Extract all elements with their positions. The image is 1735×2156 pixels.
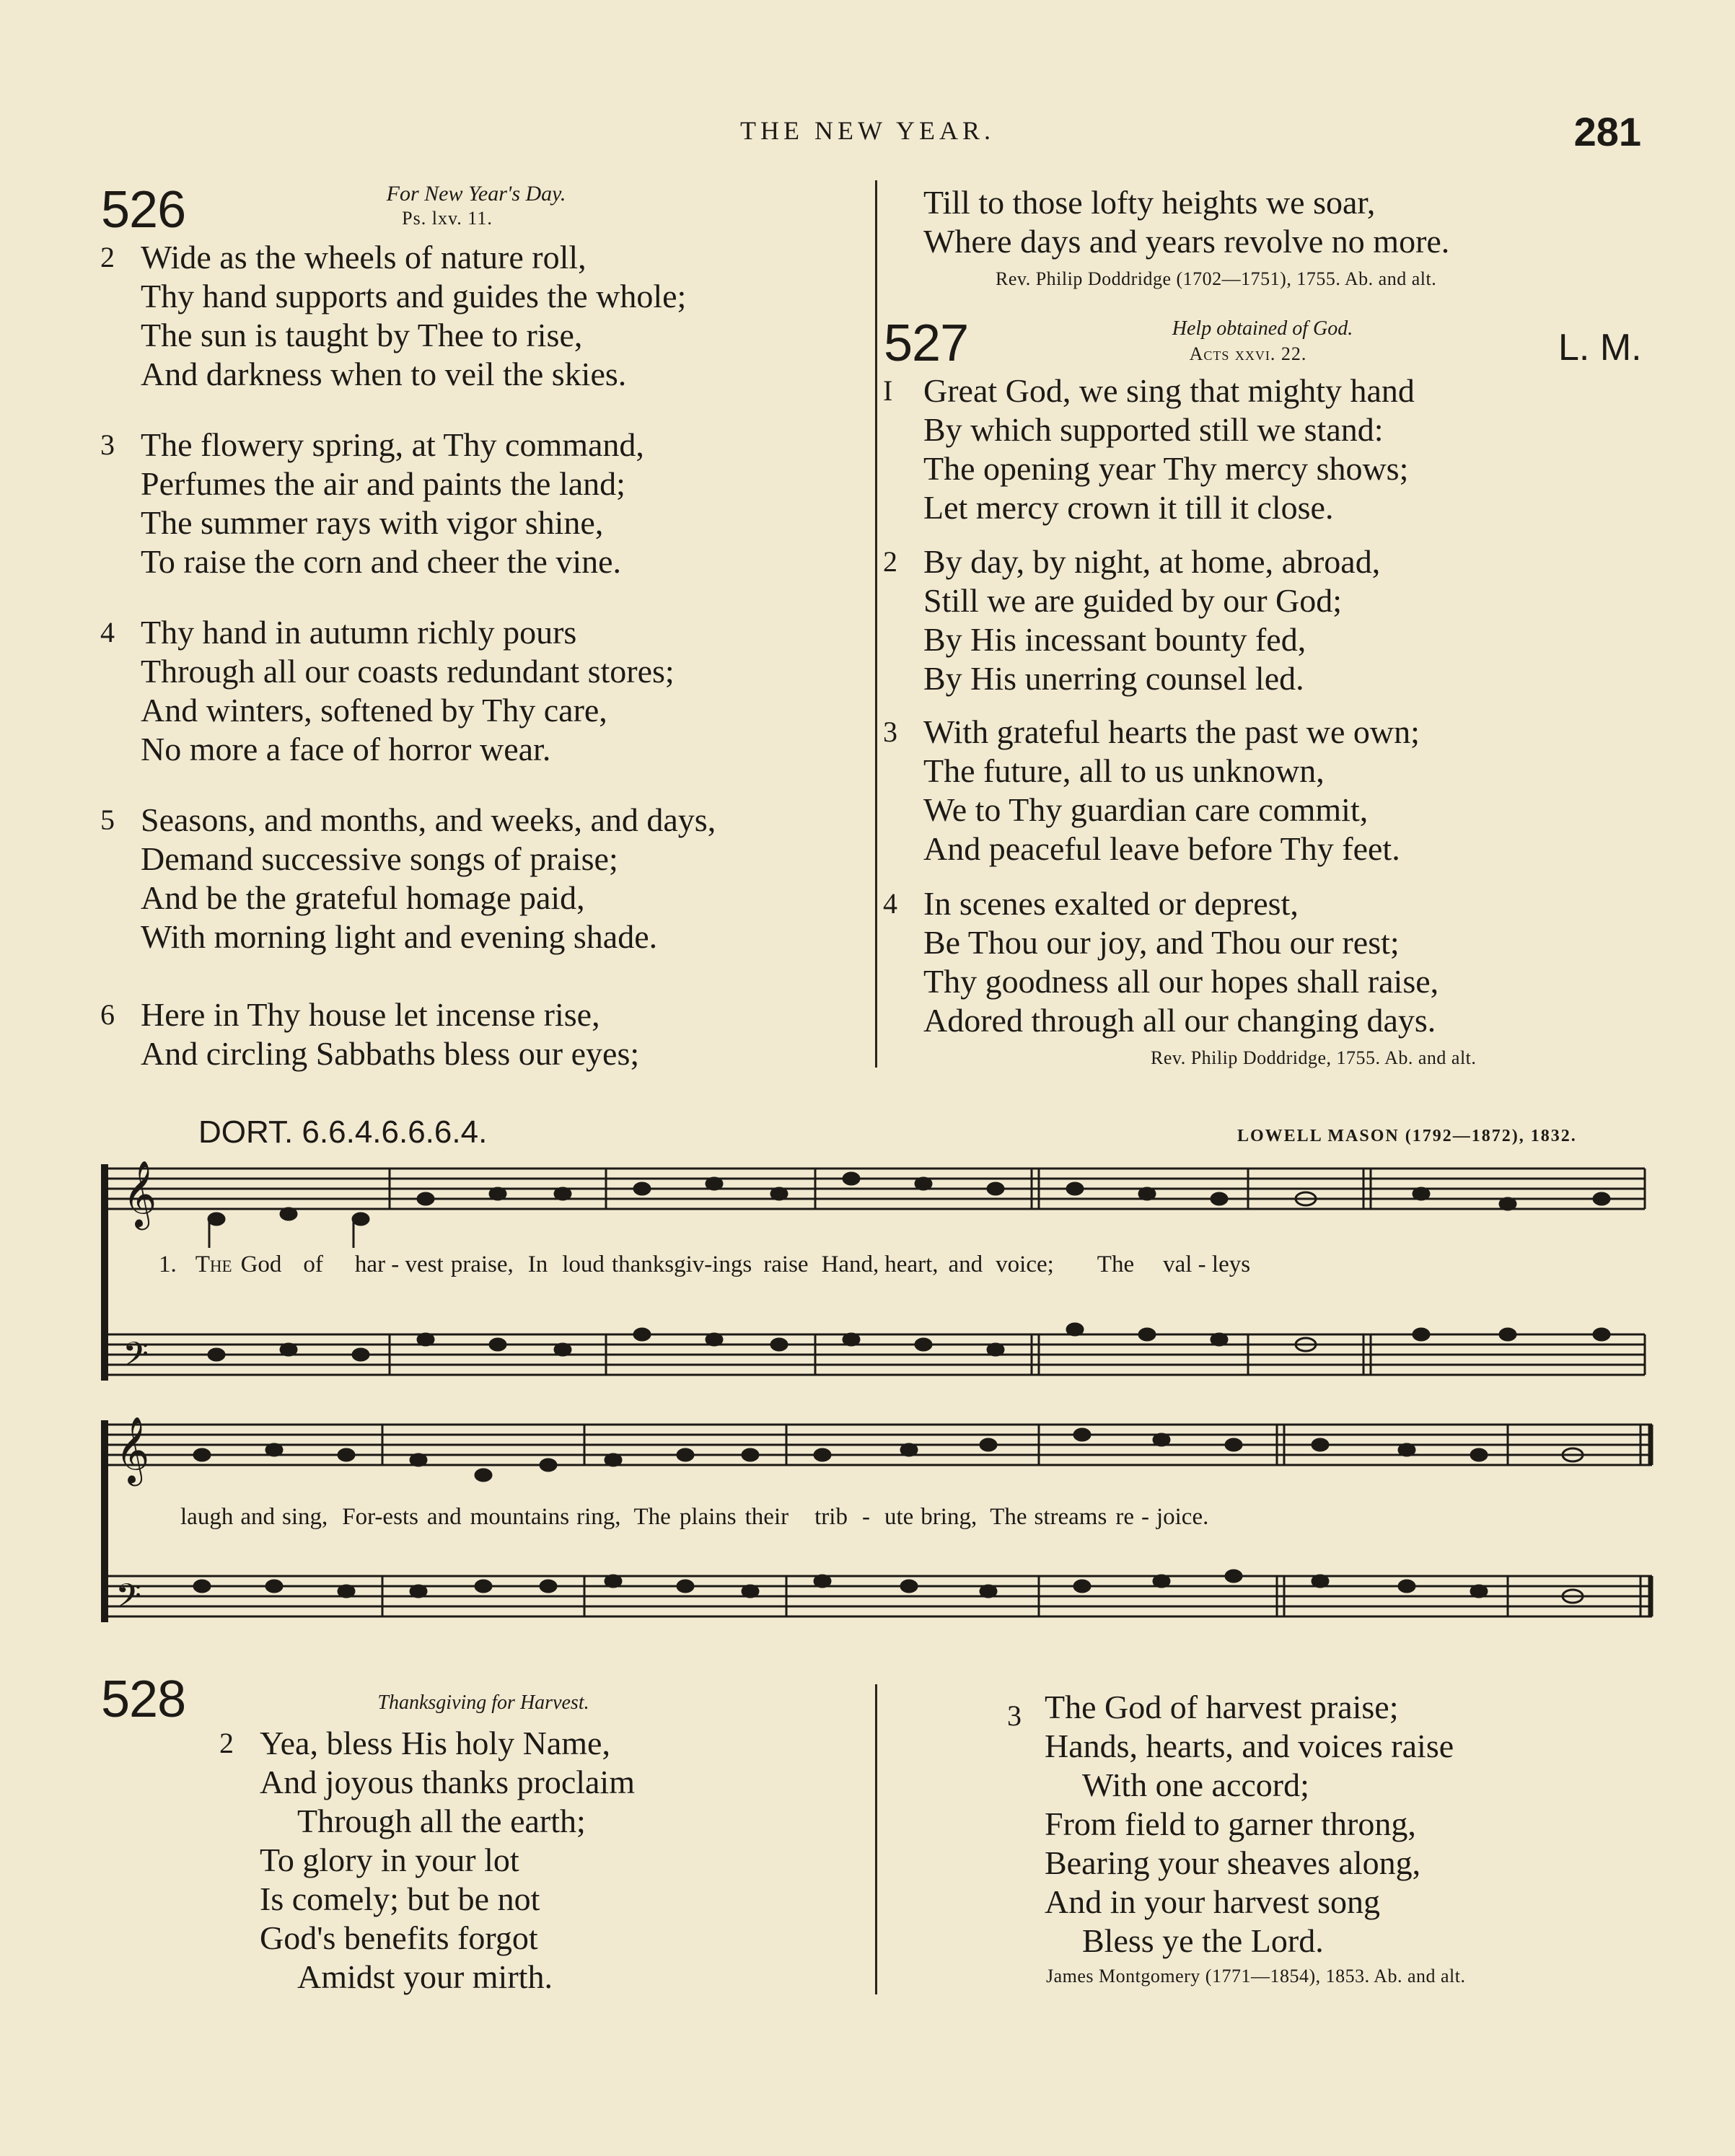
notes-treble-1 bbox=[208, 1173, 1609, 1248]
verse-line: In scenes exalted or deprest, bbox=[923, 885, 1299, 922]
hymn-526-verse-4 bbox=[100, 613, 675, 769]
column-divider-bottom bbox=[875, 1684, 877, 1994]
bass-clef-icon: 𝄢 bbox=[123, 1337, 149, 1381]
verse-number: 3 bbox=[883, 716, 897, 748]
verse-line: And winters, softened by Thy care, bbox=[141, 692, 607, 729]
verse-number: 4 bbox=[883, 887, 897, 920]
system-brace bbox=[101, 1420, 108, 1622]
system-brace bbox=[101, 1164, 108, 1381]
lyric-word: har - vest bbox=[354, 1251, 444, 1277]
lyric-word: plains bbox=[679, 1504, 737, 1530]
verse-line: Through all the earth; bbox=[297, 1803, 586, 1839]
verse-line: Demand successive songs of praise; bbox=[141, 840, 618, 877]
lyric-word: - bbox=[1141, 1504, 1149, 1530]
hymn-528-attribution: James Montgomery (1771—1854), 1853. Ab. and alt. bbox=[1046, 1966, 1466, 1986]
verse-number: 2 bbox=[100, 241, 115, 273]
verse-line: God's benefits forgot bbox=[260, 1919, 538, 1956]
hymn-527-number: 527 bbox=[884, 314, 969, 372]
hymn-526-scripture: Ps. lxv. 11. bbox=[402, 208, 493, 229]
verse-line: Wide as the wheels of nature roll, bbox=[141, 239, 587, 276]
hymn-528-occasion: Thanksgiving for Harvest. bbox=[377, 1691, 589, 1714]
hymn-527-occasion: Help obtained of God. bbox=[1172, 317, 1353, 340]
verse-line: And joyous thanks proclaim bbox=[260, 1764, 635, 1800]
verse-line: Yea, bless His holy Name, bbox=[260, 1725, 610, 1761]
tune-composer: LOWELL MASON (1792—1872), 1832. bbox=[1237, 1127, 1577, 1145]
verse-line: Be Thou our joy, and Thou our rest; bbox=[923, 924, 1400, 961]
verse-line: With grateful hearts the past we own; bbox=[923, 713, 1420, 750]
lyric-word: praise, bbox=[450, 1251, 514, 1277]
lyric-word: The bbox=[195, 1251, 232, 1277]
lyric-word: heart, bbox=[884, 1251, 939, 1277]
hymn-527-verse-2 bbox=[883, 542, 1381, 698]
lyric-word: and bbox=[948, 1251, 983, 1277]
verse-line: Amidst your mirth. bbox=[297, 1958, 553, 1995]
lyric-word: The bbox=[1097, 1251, 1135, 1277]
verse-line: Perfumes the air and paints the land; bbox=[141, 465, 625, 502]
lyric-word: and bbox=[240, 1504, 275, 1530]
verse-line: And in your harvest song bbox=[1045, 1883, 1381, 1920]
verse-line: From field to garner throng, bbox=[1045, 1805, 1416, 1842]
hymn-527-verse-3 bbox=[883, 713, 1420, 868]
lyric-line-1 bbox=[159, 1251, 1250, 1278]
verse-line: By day, by night, at home, abroad, bbox=[923, 543, 1381, 580]
hymn-526-attribution: Rev. Philip Doddridge (1702—1751), 1755. Ab. and alt. bbox=[996, 268, 1437, 289]
verse-line: Great God, we sing that mighty hand bbox=[923, 372, 1415, 409]
bass-clef-icon: 𝄢 bbox=[115, 1578, 142, 1623]
treble-staff-2 bbox=[101, 1425, 1652, 1465]
lyric-word: ute bbox=[884, 1504, 914, 1530]
verse-line: Thy hand supports and guides the whole; bbox=[141, 278, 687, 314]
verse-line: Bless ye the Lord. bbox=[1082, 1922, 1324, 1959]
lyric-word: God bbox=[240, 1251, 282, 1277]
music-system-1 bbox=[94, 1147, 1735, 1421]
verse-number: 2 bbox=[219, 1727, 234, 1759]
verse-line: Where days and years revolve no more. bbox=[923, 223, 1450, 260]
lyric-word: and bbox=[426, 1504, 462, 1530]
verse-line: Through all our coasts redundant stores; bbox=[141, 653, 675, 690]
verse-line: And peaceful leave before Thy feet. bbox=[923, 830, 1400, 867]
verse-number: I bbox=[883, 374, 893, 407]
verse-line: Till to those lofty heights we soar, bbox=[923, 184, 1376, 221]
verse-line: Here in Thy house let incense rise, bbox=[141, 996, 600, 1033]
verse-line: The sun is taught by Thee to rise, bbox=[141, 317, 583, 353]
hymn-527-scripture: Acts xxvi. 22. bbox=[1189, 343, 1307, 364]
lyric-word: streams bbox=[1034, 1504, 1107, 1530]
hymn-528-verse-2 bbox=[219, 1724, 635, 1997]
verse-line: Bearing your sheaves along, bbox=[1045, 1844, 1421, 1881]
lyric-word: re bbox=[1115, 1504, 1134, 1530]
verse-line: Let mercy crown it till it close. bbox=[923, 489, 1334, 526]
verse-line: Thy goodness all our hopes shall raise, bbox=[923, 963, 1439, 1000]
verse-line: By His unerring counsel led. bbox=[923, 660, 1304, 697]
bass-staff-2 bbox=[101, 1576, 1652, 1616]
lyric-word: their bbox=[744, 1504, 789, 1530]
verse-number: 3 bbox=[1007, 1699, 1022, 1732]
lyric-word: trib bbox=[814, 1504, 848, 1530]
verse-line: The future, all to us unknown, bbox=[923, 752, 1325, 789]
verse-line: And darkness when to veil the skies. bbox=[141, 356, 627, 392]
tune-title: DORT. 6.6.4.6.6.6.4. bbox=[198, 1114, 488, 1150]
hymn-526-number: 526 bbox=[101, 181, 186, 239]
lyric-word: - bbox=[861, 1504, 870, 1530]
verse-line: And be the grateful homage paid, bbox=[141, 879, 585, 916]
hymn-527-meter: L. M. bbox=[1558, 327, 1642, 369]
verse-line: The flowery spring, at Thy command, bbox=[141, 426, 644, 463]
lyric-word: joice. bbox=[1156, 1504, 1209, 1530]
verse-number: 4 bbox=[100, 616, 115, 648]
hymn-526-verse-6 bbox=[100, 995, 640, 1073]
lyric-word: sing, bbox=[281, 1504, 328, 1530]
verse-line: By which supported still we stand: bbox=[923, 411, 1384, 448]
verse-line: Thy hand in autumn richly pours bbox=[141, 614, 577, 651]
verse-line: By His incessant bounty fed, bbox=[923, 621, 1306, 658]
verse-line: With one accord; bbox=[1082, 1766, 1309, 1803]
hymn-526-verse-2 bbox=[100, 238, 687, 394]
hymn-526-verse-5 bbox=[100, 801, 716, 956]
hymn-526-verse-6-continued bbox=[923, 183, 1449, 261]
lyric-word: thanksgiv-ings bbox=[611, 1251, 752, 1277]
verse-line: To glory in your lot bbox=[260, 1842, 519, 1878]
verse-line: The summer rays with vigor shine, bbox=[141, 504, 604, 541]
treble-staff-1 bbox=[101, 1169, 1645, 1209]
hymn-528-number: 528 bbox=[101, 1671, 186, 1728]
hymn-526-verse-3 bbox=[100, 426, 644, 581]
hymn-527-verse-1 bbox=[883, 371, 1415, 527]
verse-line: No more a face of horror wear. bbox=[141, 731, 551, 767]
bass-staff-1 bbox=[101, 1334, 1645, 1375]
verse-line: And circling Sabbaths bless our eyes; bbox=[141, 1035, 640, 1072]
hymn-527-verse-4 bbox=[883, 884, 1439, 1040]
lyric-line-2 bbox=[180, 1504, 1208, 1531]
lyric-word: voice; bbox=[996, 1251, 1054, 1277]
verse-number: 3 bbox=[100, 428, 115, 461]
lyric-word: of bbox=[303, 1251, 323, 1277]
lyric-word: bring, bbox=[921, 1504, 978, 1530]
verse-line: We to Thy guardian care commit, bbox=[923, 791, 1369, 828]
lyric-word: mountains bbox=[470, 1504, 570, 1530]
lyric-word: The bbox=[633, 1504, 671, 1530]
lyric-word: val - leys bbox=[1163, 1251, 1251, 1277]
verse-line: To raise the corn and cheer the vine. bbox=[141, 543, 622, 580]
verse-line: Is comely; but be not bbox=[260, 1880, 540, 1917]
lyric-word: For-ests bbox=[342, 1504, 418, 1530]
verse-number: 6 bbox=[100, 998, 115, 1031]
verse-line: Seasons, and months, and weeks, and days, bbox=[141, 801, 716, 838]
verse-line: Still we are guided by our God; bbox=[923, 582, 1343, 619]
verse-line: The God of harvest praise; bbox=[1045, 1689, 1399, 1725]
lyric-word: raise bbox=[763, 1251, 809, 1277]
lyric-word: ring, bbox=[576, 1504, 621, 1530]
lyric-word: 1. bbox=[159, 1251, 177, 1277]
lyric-word: loud bbox=[562, 1251, 605, 1277]
lyric-word: In bbox=[527, 1251, 548, 1277]
verse-line: With morning light and evening shade. bbox=[141, 918, 658, 955]
page-number: 281 bbox=[1573, 109, 1641, 154]
verse-line: Hands, hearts, and voices raise bbox=[1045, 1728, 1454, 1764]
column-divider-top bbox=[875, 180, 877, 1068]
lyric-word: Hand, bbox=[821, 1251, 879, 1277]
hymn-526-occasion: For New Year's Day. bbox=[386, 182, 566, 206]
verse-number: 5 bbox=[100, 804, 115, 836]
lyric-word: The bbox=[990, 1504, 1027, 1530]
treble-clef-icon: 𝄞 bbox=[115, 1419, 150, 1482]
running-head: THE NEW YEAR. bbox=[740, 116, 995, 145]
verse-line: The opening year Thy mercy shows; bbox=[923, 450, 1409, 487]
treble-clef-icon: 𝄞 bbox=[123, 1163, 157, 1226]
hymn-527-attribution: Rev. Philip Doddridge, 1755. Ab. and alt. bbox=[1151, 1047, 1477, 1068]
verse-line: Adored through all our changing days. bbox=[923, 1002, 1436, 1039]
hymn-528-verse-3 bbox=[1007, 1688, 1454, 1961]
lyric-word: laugh bbox=[180, 1504, 234, 1530]
verse-number: 2 bbox=[883, 545, 897, 578]
